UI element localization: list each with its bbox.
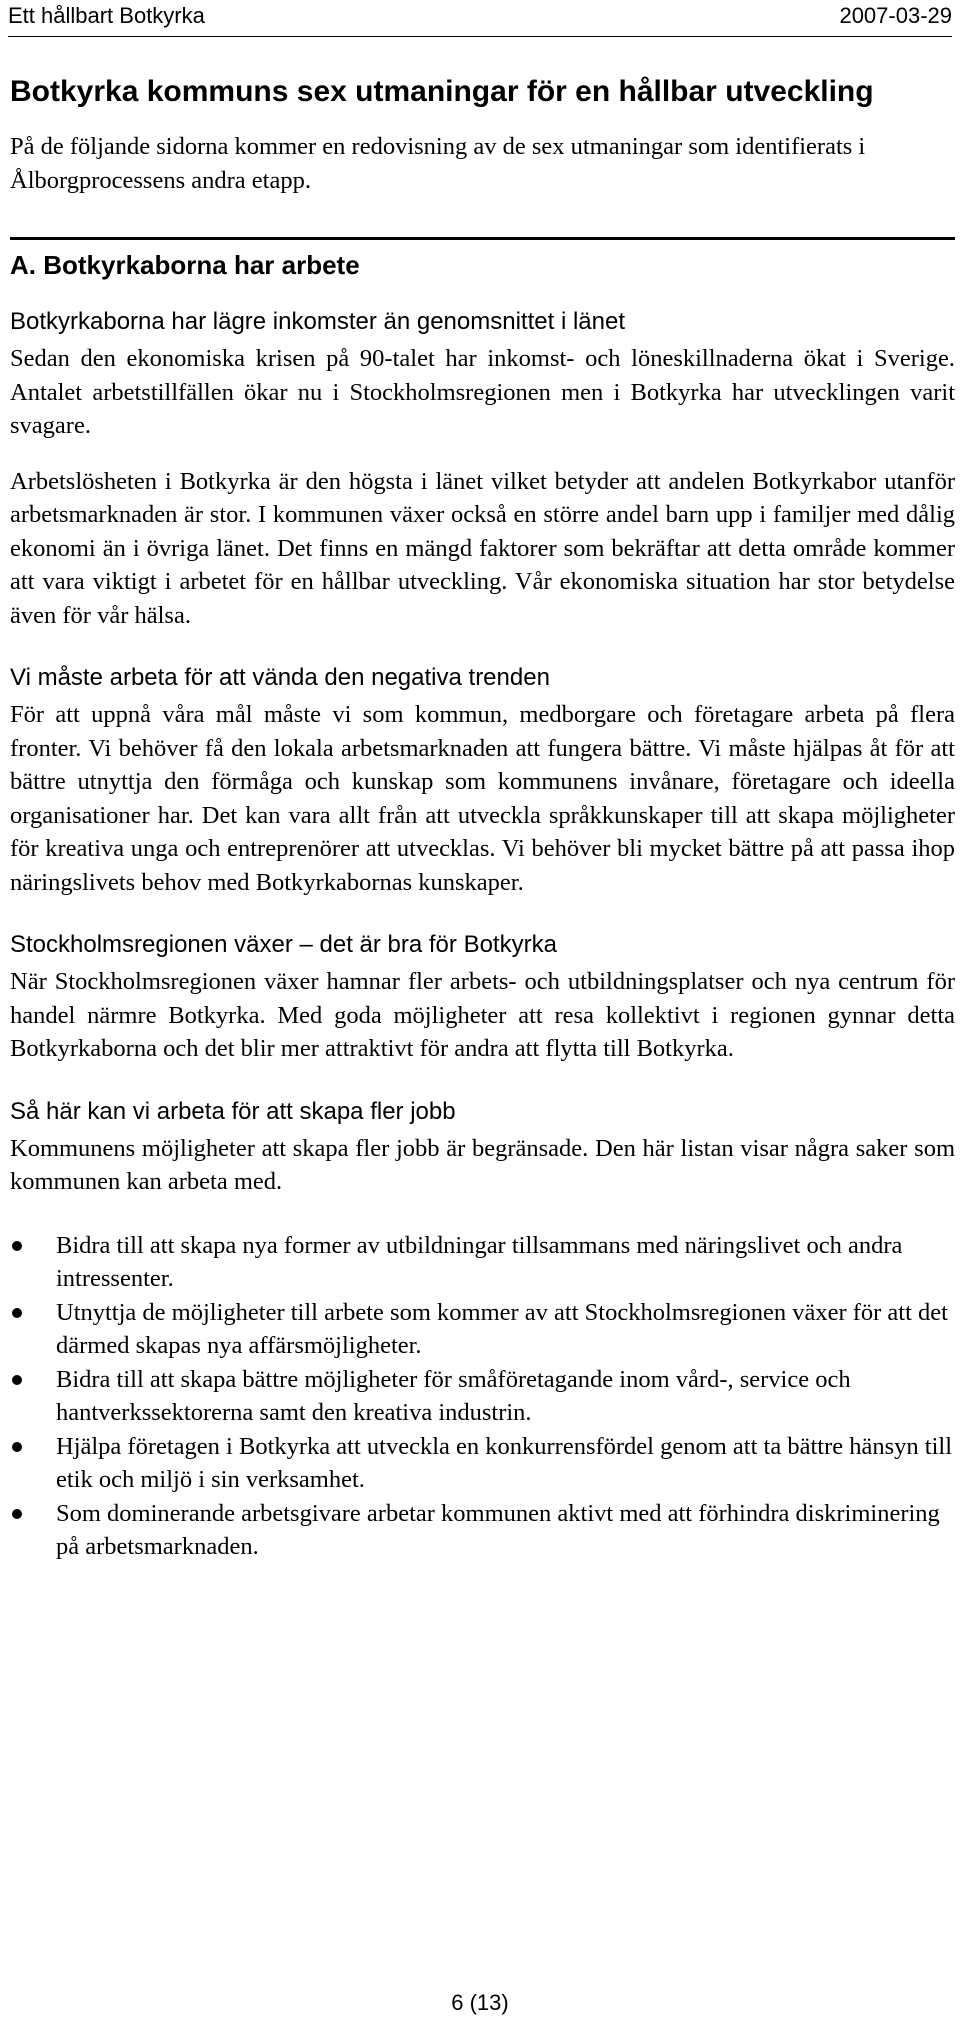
- list-item-text: Som dominerande arbetsgivare arbetar kommunen aktivt med att förhindra diskriminering på arbetsmarknaden.: [56, 1499, 940, 1560]
- subsection-heading: Så här kan vi arbeta för att skapa fler jobb: [10, 1097, 456, 1125]
- subsection-heading: Stockholmsregionen växer – det är bra för Botkyrka: [10, 931, 557, 958]
- section-divider: [10, 237, 955, 240]
- bullet-icon: [12, 1308, 22, 1318]
- body-paragraph: För att uppnå våra mål måste vi som kommun, medborgare och företagare arbeta på flera fronter. Vi behöver få den lokala arbetsmarknaden att fungera bättre. Vi måste hjälpas åt för att bättre utnyttja den förmåga och kunskap som kommunens invånare, företagare och ideella organisationer har. Det kan vara allt från att utveckla språkkunskaper till att skapa möjligheter för kreativa unga och entreprenörer att utvecklas. Vi behöver bli mycket bättre på att passa ihop näringslivets behov med Botkyrkabornas kunskaper.: [10, 701, 955, 896]
- header-title: Ett hållbart Botkyrka: [8, 3, 205, 28]
- body-paragraph: Sedan den ekonomiska krisen på 90-talet har inkomst- och löneskillnaderna ökat i Sverige. Antalet arbetstillfällen ökar nu i Stockholmsregionen men i Botkyrka har utvecklingen varit svagare.: [10, 345, 955, 439]
- page-number: 6 (13): [451, 1990, 509, 2015]
- bullet-list: [10, 1229, 955, 1564]
- bullet-icon: [12, 1241, 22, 1251]
- body-paragraph: Arbetslösheten i Botkyrka är den högsta i länet vilket betyder att andelen Botkyrkabor utanför arbetsmarknaden är stor. I kommunen växer också en större andel barn upp i familjer med dålig ekonomi än i övriga länet. Det finns en mängd faktorer som bekräftar att detta område kommer att vara viktigt i arbetet för en hållbar utveckling. Vår ekonomiska situation har stor betydelse även för vår hälsa.: [10, 467, 955, 629]
- list-item: [10, 1497, 955, 1564]
- section-title: A. Botkyrkaborna har arbete: [10, 250, 360, 280]
- page-content: [10, 74, 955, 1564]
- list-item: [10, 1229, 955, 1296]
- body-paragraph: Kommunens möjligheter att skapa fler jobb är begränsade. Den här listan visar några saker som kommunen kan arbeta med.: [10, 1134, 955, 1195]
- subsection-heading: Botkyrkaborna har lägre inkomster än genomsnittet i länet: [10, 308, 625, 335]
- intro-paragraph: På de följande sidorna kommer en redovisning av de sex utmaningar som identifierats i Ålborgprocessens andra etapp.: [10, 133, 866, 194]
- body-paragraph: När Stockholmsregionen växer hamnar fler arbets- och utbildningsplatser och nya centrum för handel närmre Botkyrka. Med goda möjligheter att resa kollektivt i regionen gynnar detta Botkyrkaborna och det blir mer attraktivt för andra att flytta till Botkyrka.: [10, 968, 955, 1062]
- page-header: [8, 0, 952, 37]
- bullet-icon: [12, 1375, 22, 1385]
- subsection-heading: Vi måste arbeta för att vända den negativa trenden: [10, 664, 550, 691]
- bullet-icon: [12, 1442, 22, 1452]
- header-date: 2007-03-29: [839, 3, 952, 28]
- list-item-text: Bidra till att skapa nya former av utbildningar tillsammans med näringslivet och andra intressenter.: [56, 1231, 903, 1292]
- list-item-text: Utnyttja de möjligheter till arbete som kommer av att Stockholmsregionen växer för att det därmed skapas nya affärsmöjligheter.: [56, 1298, 948, 1359]
- list-item-text: Bidra till att skapa bättre möjligheter för småföretagande inom vård-, service och hantverkssektorerna samt den kreativa industrin.: [56, 1365, 851, 1426]
- list-item-text: Hjälpa företagen i Botkyrka att utveckla en konkurrensfördel genom att ta bättre hänsyn till etik och miljö i sin verksamhet.: [56, 1432, 952, 1493]
- bullet-icon: [12, 1509, 22, 1519]
- list-item: [10, 1296, 955, 1363]
- page-title: Botkyrka kommuns sex utmaningar för en hållbar utveckling: [10, 75, 874, 108]
- list-item: [10, 1363, 955, 1430]
- list-item: [10, 1430, 955, 1497]
